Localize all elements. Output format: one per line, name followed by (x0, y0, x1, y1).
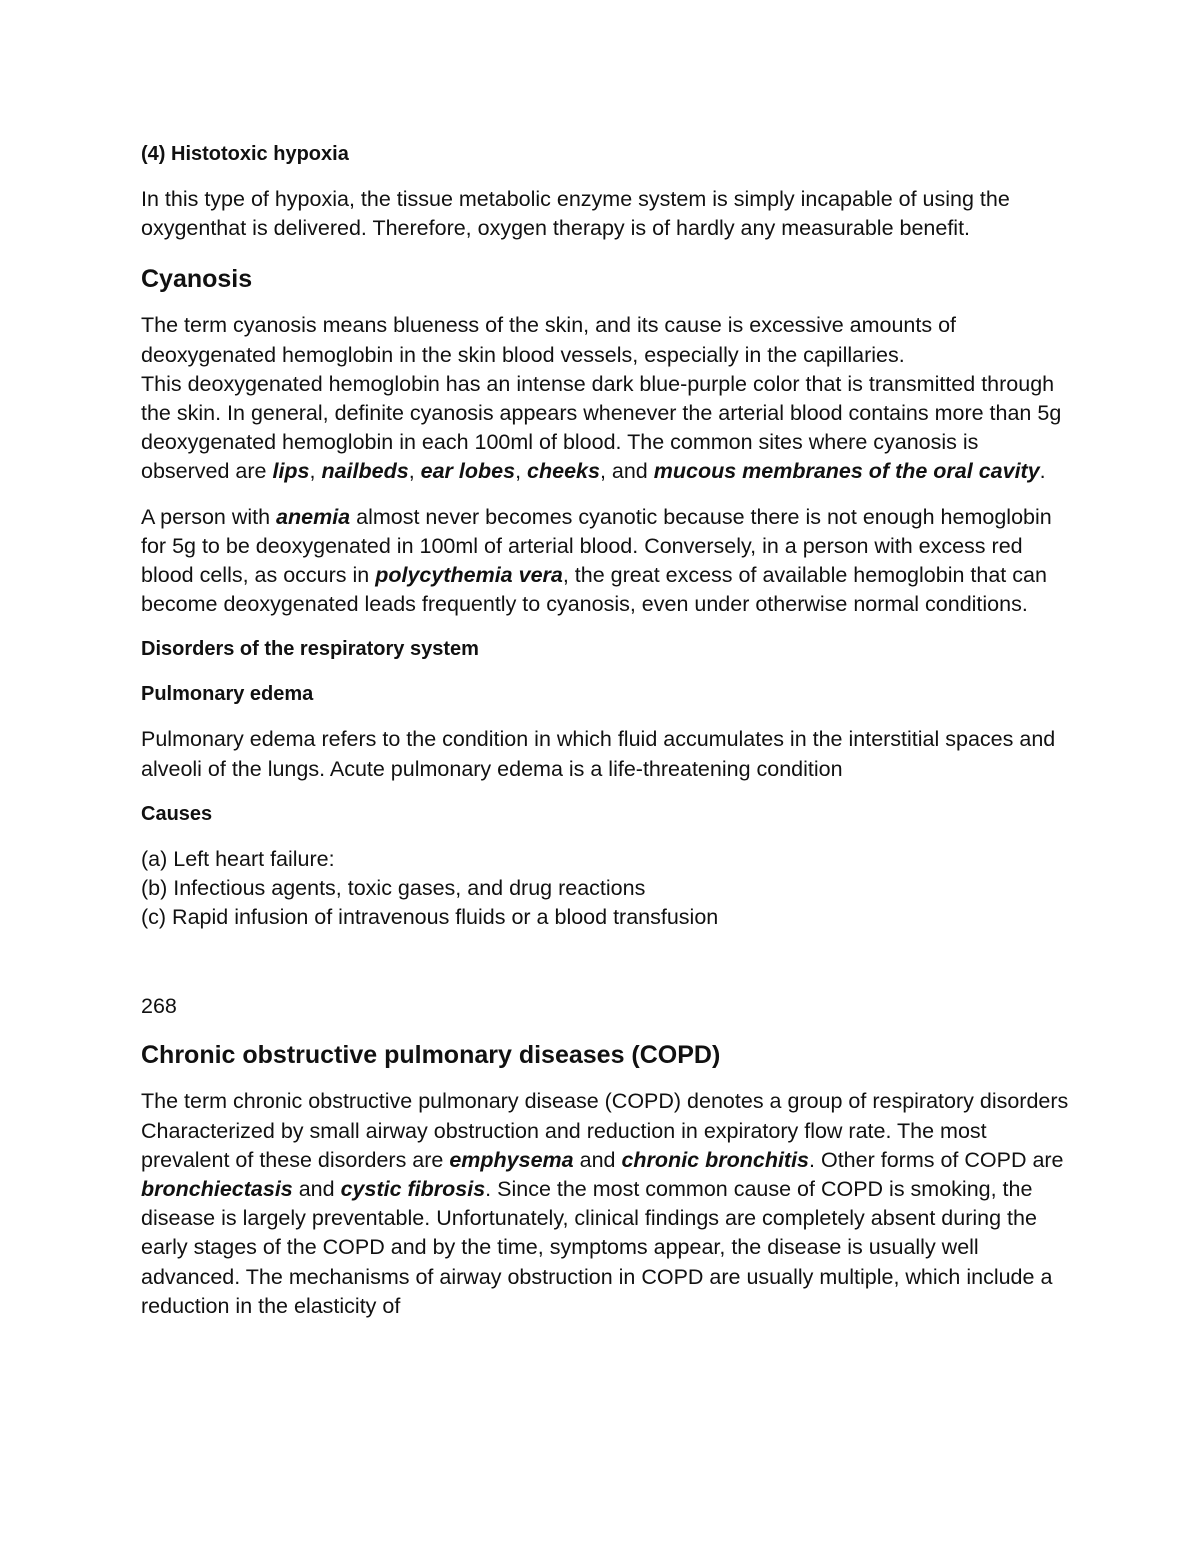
conjunction: and (573, 1147, 622, 1172)
site-mucous-membranes: mucous membranes of the oral cavity (653, 459, 1040, 484)
histotoxic-hypoxia-paragraph: In this type of hypoxia, the tissue metabolic enzyme system is simply incapable of using the oxygenthat is delivered. Therefore, oxygen therapy is of hardly any measurable benefit. (141, 187, 1010, 241)
site-cheeks: cheeks (527, 459, 600, 484)
causes-heading: Causes (141, 802, 213, 825)
term-chronic-bronchitis: chronic bronchitis (621, 1147, 810, 1172)
histotoxic-hypoxia-heading: (4) Histotoxic hypoxia (141, 143, 349, 165)
copd-paragraph (141, 1087, 1071, 1321)
cyanosis-heading: Cyanosis (141, 265, 253, 294)
term-emphysema: emphysema (449, 1147, 574, 1172)
copd-heading: Chronic obstructive pulmonary diseases (COPD) (141, 1041, 721, 1070)
cyanosis-paragraph-1 (141, 311, 1071, 486)
cyanosis-text-2b: almost never becomes cyanotic because there is not enough hemoglobin for 5g to be deoxygenated in 100ml of arterial blood. Conversely, in a person with excess red blood cells, as occurs in (141, 504, 1052, 588)
pulmonary-edema-heading: Pulmonary edema (141, 683, 314, 706)
separator: , (408, 459, 421, 484)
site-lips: lips (272, 459, 310, 484)
cyanosis-text-2c: , the great excess of available hemoglobin that can become deoxygenated leads frequently to cyanosis, even under otherwise normal conditions. (141, 563, 1047, 617)
site-nailbeds: nailbeds (321, 459, 409, 484)
cause-item: (b) Infectious agents, toxic gases, and drug reactions (141, 876, 646, 901)
cyanosis-paragraph-2 (141, 503, 1071, 620)
term-cystic-fibrosis: cystic fibrosis (340, 1177, 486, 1202)
term-polycythemia-vera: polycythemia vera (375, 563, 563, 588)
separator: , and (599, 459, 654, 484)
document-page (141, 140, 1071, 1321)
site-ear-lobes: ear lobes (420, 459, 516, 484)
cause-item: (c) Rapid infusion of intravenous fluids or a blood transfusion (141, 905, 719, 930)
copd-text-b: . Other forms of COPD are (809, 1147, 1064, 1172)
conjunction: and (292, 1177, 341, 1202)
cyanosis-text-1a: The term cyanosis means blueness of the skin, and its cause is excessive amounts of deoxygenated hemoglobin in the skin blood vessels, especially in the capillaries. (141, 313, 957, 367)
sentence-end: . (1039, 459, 1046, 484)
page-number: 268 (141, 994, 177, 1019)
causes-list (141, 845, 1071, 933)
cyanosis-text-2a: A person with (141, 504, 277, 529)
copd-text-c: . Since the most common cause of COPD is smoking, the disease is largely preventable. Unfortunately, clinical findings are completely absent during the early stages of the COPD and by the time, symptoms appear, the disease is usually well advanced. The mechanisms of airway obstruction in COPD are usually multiple, which include a reduction in the elasticity of (141, 1177, 1053, 1318)
pulmonary-edema-paragraph: Pulmonary edema refers to the condition in which fluid accumulates in the interstitial spaces and alveoli of the lungs. Acute pulmonary edema is a life-threatening condition (141, 727, 1056, 781)
cyanosis-text-1b: This deoxygenated hemoglobin has an intense dark blue-purple color that is transmitted through the skin. In general, definite cyanosis appears whenever the arterial blood contains more than 5g deoxygenated hemoglobin in each 100ml of blood. The common sites where cyanosis is observed are (141, 371, 1062, 484)
term-bronchiectasis: bronchiectasis (141, 1177, 293, 1202)
separator: , (309, 459, 322, 484)
disorders-heading: Disorders of the respiratory system (141, 638, 479, 661)
copd-text-a: The term chronic obstructive pulmonary disease (COPD) denotes a group of respiratory disorders Characterized by small airway obstruction and reduction in expiratory flow rate. The most prevalent of these disorders are (141, 1089, 1069, 1172)
cause-item: (a) Left heart failure: (141, 846, 335, 871)
separator: , (515, 459, 528, 484)
term-anemia: anemia (276, 504, 351, 529)
